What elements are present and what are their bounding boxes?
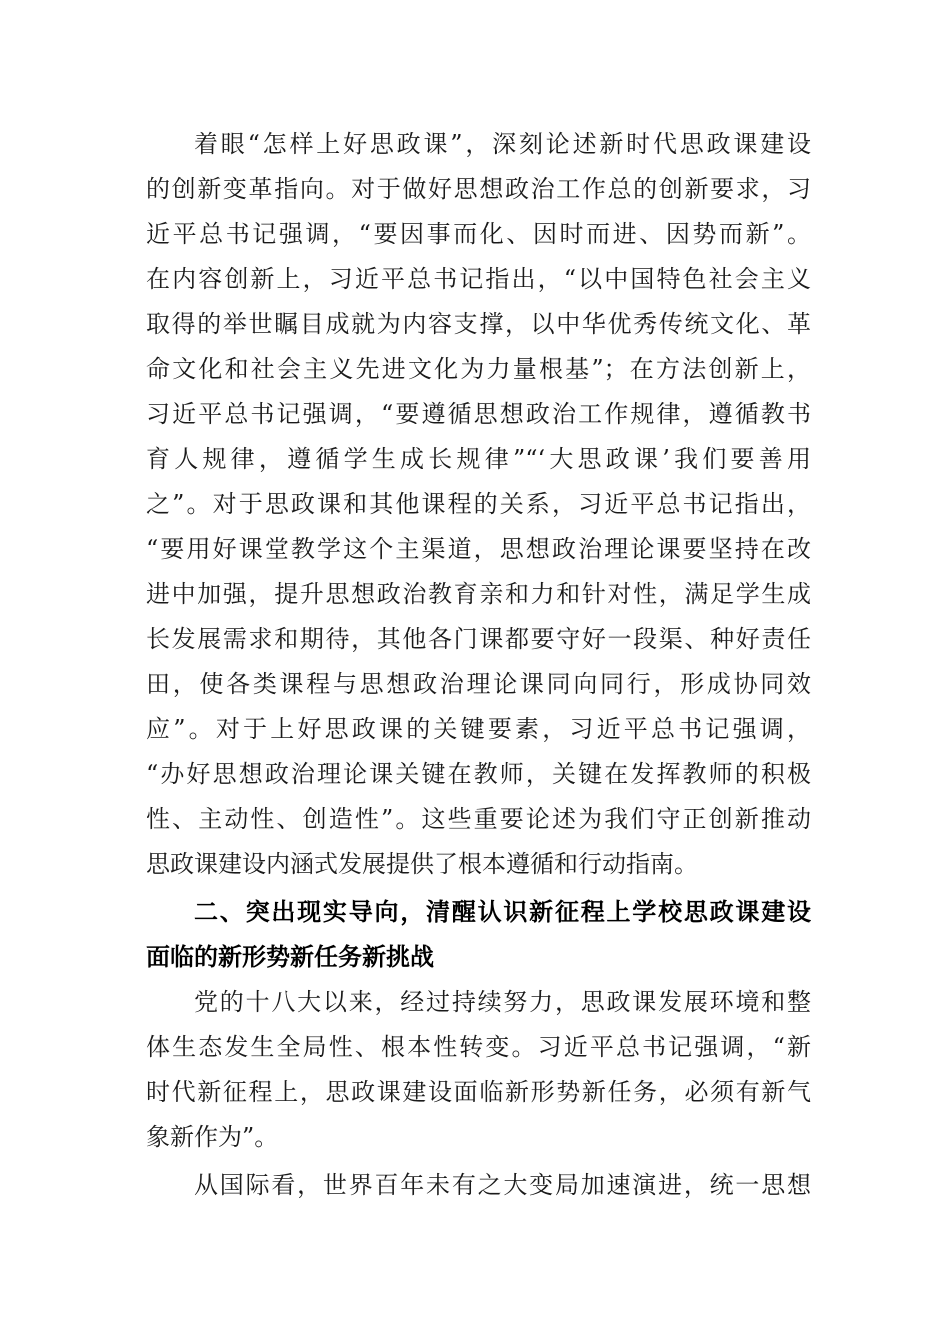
paragraph-line: 的创新变革指向。对于做好思想政治工作总的创新要求，习 — [146, 175, 811, 203]
paragraph-line: 田，使各类课程与思想政治理论课同向同行，形成协同效 — [146, 670, 811, 698]
paragraph-line: 之”。对于思政课和其他课程的关系，习近平总书记指出， — [146, 490, 811, 518]
paragraph-line: 在内容创新上，习近平总书记指出，“以中国特色社会主义 — [146, 265, 811, 293]
section-heading-2 — [146, 890, 811, 980]
paragraph-3 — [146, 1163, 811, 1208]
paragraph-line: 命文化和社会主义先进文化为力量根基”；在方法创新上， — [146, 355, 811, 383]
paragraph-line: 时代新征程上，思政课建设面临新形势新任务，必须有新气 — [146, 1078, 811, 1106]
heading-line: 面临的新形势新任务新挑战 — [146, 943, 434, 971]
paragraph-line: 应”。对于上好思政课的关键要素，习近平总书记强调， — [146, 715, 811, 743]
paragraph-line: 思政课建设内涵式发展提供了根本遵循和行动指南。 — [146, 850, 698, 878]
document-body — [146, 122, 811, 1208]
paragraph-line: 进中加强，提升思想政治教育亲和力和针对性，满足学生成 — [146, 580, 811, 608]
paragraph-line: 从国际看，世界百年未有之大变局加速演进，统一思想 — [194, 1171, 811, 1199]
paragraph-line: 党的十八大以来，经过持续努力，思政课发展环境和整 — [194, 988, 811, 1016]
paragraph-2 — [146, 980, 811, 1160]
paragraph-line: “要用好课堂教学这个主渠道，思想政治理论课要坚持在改 — [146, 535, 811, 563]
paragraph-line: “办好思想政治理论课关键在教师，关键在发挥教师的积极 — [146, 760, 811, 788]
heading-line: 二、突出现实导向，清醒认识新征程上学校思政课建设 — [194, 898, 811, 926]
paragraph-line: 象新作为”。 — [146, 1123, 279, 1151]
paragraph-1 — [146, 122, 811, 887]
paragraph-line: 近平总书记强调，“要因事而化、因时而进、因势而新”。 — [146, 220, 811, 248]
paragraph-line: 育人规律，遵循学生成长规律”“‘大思政课’我们要善用 — [146, 445, 811, 473]
paragraph-line: 取得的举世瞩目成就为内容支撑，以中华优秀传统文化、革 — [146, 310, 811, 338]
paragraph-line: 性、主动性、创造性”。这些重要论述为我们守正创新推动 — [146, 805, 811, 833]
paragraph-line: 着眼“怎样上好思政课”，深刻论述新时代思政课建设 — [194, 130, 811, 158]
paragraph-line: 体生态发生全局性、根本性转变。习近平总书记强调，“新 — [146, 1033, 811, 1061]
paragraph-line: 习近平总书记强调，“要遵循思想政治工作规律，遵循教书 — [146, 400, 811, 428]
paragraph-line: 长发展需求和期待，其他各门课都要守好一段渠、种好责任 — [146, 625, 811, 653]
